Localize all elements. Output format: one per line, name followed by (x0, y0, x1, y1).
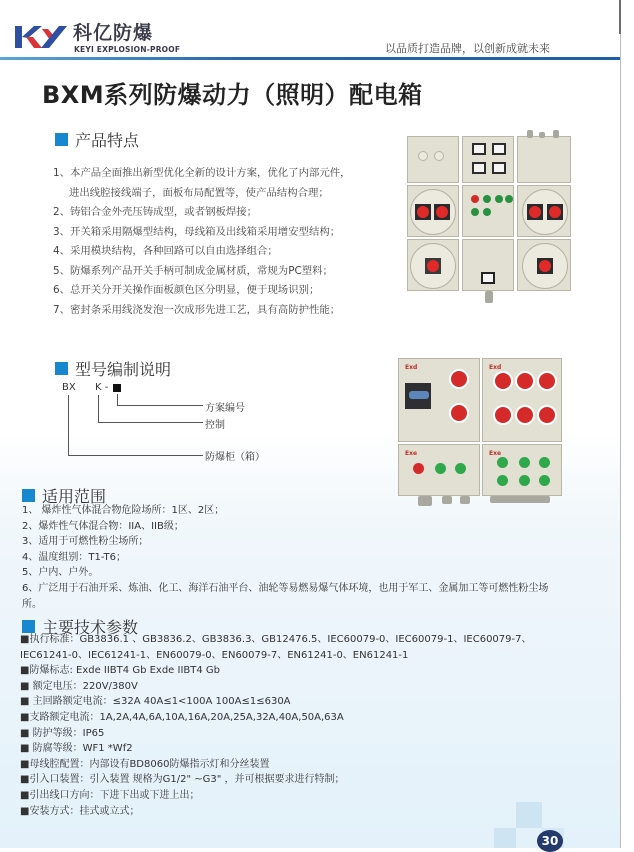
params-list (20, 632, 560, 819)
feature-item: 进出线腔接线端子，面板布局配置等，使产品结构合理； (69, 186, 329, 199)
enclosure-panel (517, 136, 571, 183)
rotary-switch-icon (434, 204, 450, 220)
page-edge (620, 0, 621, 848)
meter-icon (492, 143, 506, 155)
section-heading-model-code (55, 357, 171, 380)
scope-item: 2、爆炸性气体混合物：IIA、IIB级； (22, 520, 184, 532)
param-item: ■ 防腐等级：WF1 *Wf2 (20, 743, 133, 755)
rotary-switch-icon (547, 204, 563, 220)
exd-label: Exd (489, 364, 502, 371)
rotary-switch-icon (527, 204, 543, 220)
socket-icon (481, 272, 495, 284)
section-heading-label: 主要技术参数 (42, 618, 139, 637)
section-heading-features (55, 128, 139, 151)
connector-line (68, 455, 203, 456)
indicator-lamp-green (483, 208, 491, 216)
main-switch-icon (425, 258, 441, 274)
code-k: K - (95, 382, 109, 393)
logo-english-name: KEYI EXPLOSION-PROOF (74, 45, 181, 54)
red-button-icon (515, 371, 535, 391)
connector-line (117, 394, 118, 405)
scope-list (22, 503, 552, 612)
rotary-switch-icon (415, 204, 431, 220)
enclosure-panel (462, 239, 514, 291)
header-divider (0, 57, 620, 60)
exe-label: Exe (405, 450, 418, 457)
slogan: 以品质打造品牌，以创新成就未来 (385, 42, 550, 55)
green-lamp-icon (455, 463, 466, 474)
section-bullet-icon (55, 362, 68, 375)
red-button-icon (493, 405, 513, 425)
code-bx: BX (62, 382, 76, 393)
switch-cover (522, 189, 568, 235)
gland-row-icon (490, 496, 550, 503)
red-button-icon (449, 403, 469, 423)
decorative-square (516, 802, 542, 828)
meter-panel (462, 136, 514, 183)
meter-icon (472, 162, 486, 174)
page-margin (621, 0, 634, 848)
param-item: ■引出线口方向：下进下出或下进上出； (20, 789, 200, 801)
param-item: ■ 额定电压：220V/380V (20, 680, 138, 692)
red-button-icon (493, 371, 513, 391)
green-lamp-icon (539, 475, 550, 486)
red-button-icon (515, 405, 535, 425)
product-photo-2 (398, 358, 563, 508)
connector-line (117, 405, 203, 406)
red-button-icon (537, 405, 557, 425)
feature-item: 1、本产品全面推出新型优化全新的设计方案，优化了内部元件， (53, 167, 351, 179)
label-scheme-number: 方案编号 (205, 403, 245, 414)
param-item: ■支路额定电流：1A,2A,4A,6A,10A,16A,20A,25A,32A,40A,50A,63A (20, 711, 344, 723)
switch-cover (522, 243, 568, 289)
indicator-panel (462, 185, 514, 237)
decorative-square (494, 828, 516, 848)
feature-item: 6、总开关分开关操作面板颜色区分明显，便于现场识别； (53, 284, 320, 296)
section-heading-label: 适用范围 (42, 487, 107, 506)
green-lamp-icon (497, 457, 508, 468)
param-item: ■引入口装置：引入装置 规格为G1/2" ~G3" ，并可根据要求进行特制； (20, 774, 345, 786)
gland-icon (539, 132, 545, 138)
section-bullet-icon (22, 489, 35, 502)
connector-line (98, 395, 99, 422)
section-bullet-icon (55, 133, 68, 146)
switch-panel (517, 185, 571, 237)
cable-gland-icon (418, 151, 428, 161)
meter-icon (492, 162, 506, 174)
green-lamp-icon (539, 457, 550, 468)
ky-logo-icon (15, 26, 67, 48)
switch-cover (410, 243, 456, 289)
green-lamp-icon (497, 475, 508, 486)
feature-list (53, 164, 351, 320)
scope-item: 5、户内、户外。 (22, 567, 99, 579)
label-cabinet: 防爆柜（箱） (205, 452, 265, 463)
cable-gland-icon (434, 151, 444, 161)
connector-line (98, 422, 203, 423)
gland-icon (485, 291, 493, 303)
param-item: ■执行标准：GB3836.1 、GB3836.2、GB3836.3、GB12476.5、IEC60079-0、IEC60079-1、IEC60079-7、IEC61241-0、IEC61241-1、EN60079-0、EN60079-7、EN61241-0、EN61241-1 (20, 634, 532, 661)
rotary-switch-icon (537, 258, 553, 274)
feature-item: 4、采用模块结构，各种回路可以自由选择组合； (53, 245, 278, 257)
green-lamp-icon (519, 475, 530, 486)
indicator-lamp-red (471, 195, 479, 203)
gland-icon (527, 130, 533, 138)
exe-label: Exe (489, 450, 502, 457)
red-button-icon (537, 371, 557, 391)
section-heading-label: 产品特点 (75, 131, 140, 150)
switch-panel (517, 239, 571, 291)
param-item: ■母线腔配置：内部设有BD8060防爆指示灯和分丝装置 (20, 758, 270, 770)
feature-item: 7、密封条采用线浇发泡一次成形先进工艺，具有高防护性能； (53, 303, 341, 316)
param-item: ■防爆标志: Exde IIBT4 Gb Exde IIBT4 Gb (20, 665, 221, 677)
feature-item: 2、铸铝合金外壳压铸成型，或者钢板焊接； (53, 206, 258, 218)
enclosure-panel (407, 136, 459, 183)
red-lamp-icon (413, 463, 424, 474)
exd-panel (482, 358, 562, 442)
exd-panel (398, 358, 480, 442)
section-heading-label: 型号编制说明 (75, 360, 172, 379)
product-photo-1 (405, 130, 575, 305)
connector-line (68, 395, 69, 455)
indicator-lamp-green (505, 195, 513, 203)
label-control: 控制 (205, 420, 225, 431)
scheme-placeholder-box (113, 384, 121, 392)
green-lamp-icon (435, 463, 446, 474)
switch-panel (407, 185, 459, 237)
exd-label: Exd (405, 364, 418, 371)
param-item: ■ 主回路额定电流：≤32A 40A≤1<100A 100A≤1≤630A (20, 696, 291, 708)
scope-item: 1、 爆炸性气体混合物危险场所：1区、2区； (22, 505, 225, 516)
page-header (0, 0, 620, 62)
param-item: ■ 防护等级：IP65 (20, 727, 105, 739)
indicator-lamp-green (495, 195, 503, 203)
model-code-diagram (60, 382, 290, 462)
switch-cover (410, 189, 456, 235)
indicator-lamp-green (471, 208, 479, 216)
exe-panel (482, 444, 562, 496)
scope-item: 6、广泛用于石油开采、炼油、化工、海洋石油平台、油轮等易燃易爆气体环境，也用于军工、金属加工等可燃性粉尘场所。 (22, 582, 549, 610)
red-button-icon (449, 369, 469, 389)
page-number: 30 (537, 830, 563, 852)
page-title: BXM系列防爆动力（照明）配电箱 (42, 81, 423, 109)
gland-icon (553, 130, 559, 138)
feature-item: 3、开关箱采用隔爆型结构，母线箱及出线箱采用增安型结构； (53, 225, 341, 238)
param-item: ■安装方式：挂式或立式； (20, 805, 140, 817)
scope-item: 4、温度组别：T1-T6； (22, 551, 126, 563)
main-switch-icon (405, 383, 431, 409)
logo-chinese-name: 科亿防爆 (73, 22, 154, 44)
exe-panel (398, 444, 480, 496)
scope-item: 3、适用于可燃性粉尘场所； (22, 536, 149, 548)
green-lamp-icon (519, 457, 530, 468)
meter-icon (472, 143, 486, 155)
indicator-lamp-green (483, 195, 491, 203)
switch-panel (407, 239, 459, 291)
feature-item: 5、防爆系列产品开关手柄可制成金属材质，常规为PC塑料； (53, 264, 333, 277)
company-logo (15, 22, 185, 56)
